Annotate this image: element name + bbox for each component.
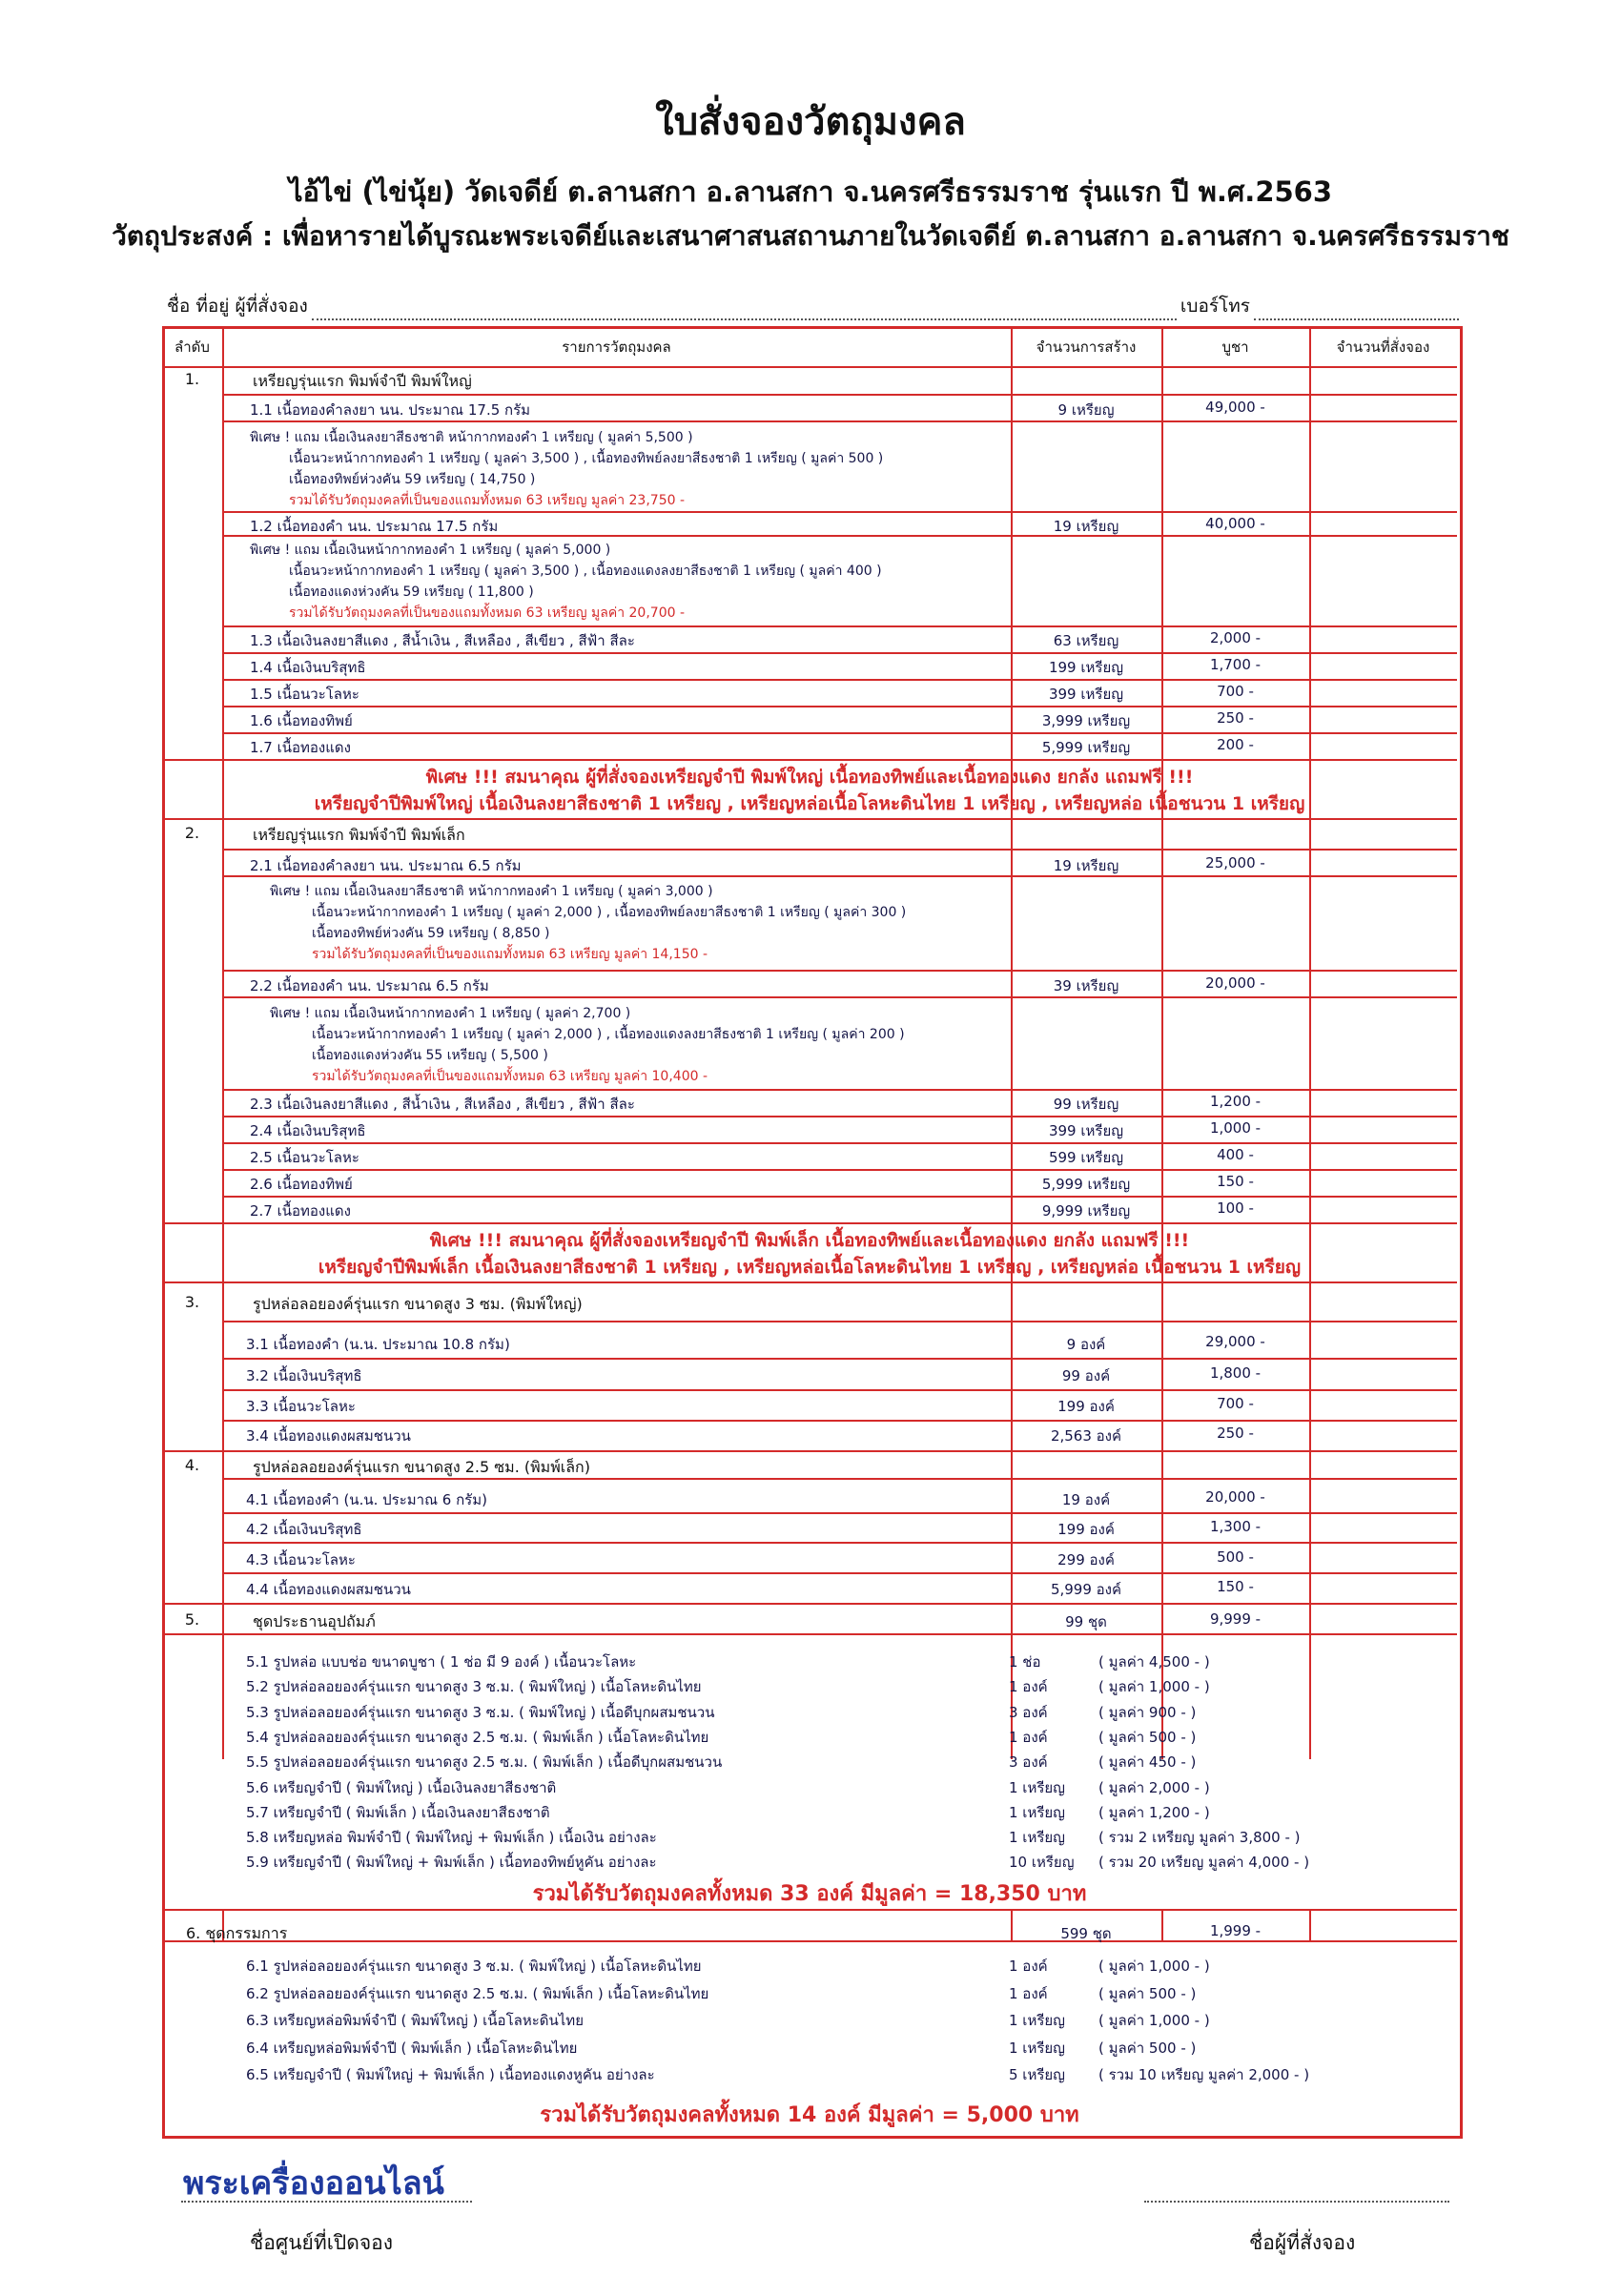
set-item-value: ( มูลค่า 500 - ) (1098, 1728, 1197, 1746)
item-quantity: 9,999 เหรียญ (1041, 1202, 1131, 1220)
bonus-line: พิเศษ ! แถม เนื้อเงินหน้ากากทองคำ 1 เหรียญ ( มูลค่า 5,000 ) (250, 543, 611, 558)
set-item-value: ( รวม 20 เหรียญ มูลค่า 4,000 - ) (1098, 1854, 1310, 1872)
row-rule (222, 652, 1457, 654)
item-price: 700 - (1217, 1395, 1254, 1412)
item-price: 200 - (1217, 736, 1254, 753)
bonus-total: รวมได้รับวัตถุมงคลที่เป็นของแถมทั้งหมด 63 เหรียญ มูลค่า 20,700 - (289, 605, 686, 621)
column-header: บูชา (1221, 338, 1249, 356)
row-rule (222, 625, 1457, 627)
promo-text: พิเศษ !!! สมนาคุณ ผู้ที่สั่งจองเหรียญจำปี พิมพ์เล็ก เนื้อทองทิพย์และเนื้อทองแดง ยกลัง แถมฟรี !!! (429, 1230, 1190, 1251)
item-price: 150 - (1217, 1578, 1254, 1595)
row-rule (222, 679, 1457, 681)
column-rule (1309, 1909, 1311, 1940)
set-total: รวมได้รับวัตถุมงคลทั้งหมด 33 องค์ มีมูลค่า = 18,350 บาท (532, 1882, 1087, 1906)
item-price: 250 - (1217, 1425, 1254, 1442)
bonus-line: พิเศษ ! แถม เนื้อเงินหน้ากากทองคำ 1 เหรียญ ( มูลค่า 2,700 ) (270, 1006, 631, 1021)
item-name: 1.5 เนื้อนวะโลหะ (250, 686, 359, 703)
item-name: 4.3 เนื้อนวะโลหะ (246, 1551, 356, 1568)
item-price: 1,000 - (1209, 1119, 1262, 1137)
item-price: 25,000 - (1205, 854, 1265, 871)
row-rule (222, 706, 1457, 707)
item-price: 1,700 - (1209, 656, 1262, 673)
row-rule (222, 1089, 1457, 1091)
promo-text: พิเศษ !!! สมนาคุณ ผู้ที่สั่งจองเหรียญจำปี พิมพ์ใหญ่ เนื้อทองทิพย์และเนื้อทองแดง ยกลัง แถมฟรี !!! (425, 767, 1194, 788)
item-price: 700 - (1217, 683, 1254, 700)
set-item-name: 5.1 รูปหล่อ แบบช่อ ขนาดบูชา ( 1 ช่อ มี 9 องค์ ) เนื้อนวะโลหะ (246, 1653, 637, 1671)
column-rule (1309, 326, 1311, 1759)
item-name: 3.2 เนื้อเงินบริสุทธิ (246, 1367, 362, 1384)
row-rule (222, 1142, 1457, 1144)
row-rule (222, 1420, 1457, 1422)
item-name: 1.3 เนื้อเงินลงยาสีแดง , สีน้ำเงิน , สีเหลือง , สีเขียว , สีฟ้า สีละ (250, 632, 635, 649)
section-number: 4. (184, 1456, 200, 1474)
set-item-value: ( รวม 10 เหรียญ มูลค่า 2,000 - ) (1098, 2066, 1310, 2083)
column-header: ลำดับ (174, 338, 210, 356)
item-name: 4.1 เนื้อทองคำ (น.น. ประมาณ 6 กรัม) (246, 1491, 487, 1508)
item-quantity: 5,999 องค์ (1050, 1581, 1122, 1598)
item-price: 250 - (1217, 709, 1254, 727)
phone-field[interactable] (1254, 303, 1459, 320)
item-quantity: 9 องค์ (1066, 1336, 1106, 1353)
row-rule (222, 1512, 1457, 1514)
section-number: 3. (184, 1293, 200, 1311)
item-price: 2,000 - (1209, 629, 1262, 646)
set-item-name: 5.6 เหรียญจำปี ( พิมพ์ใหญ่ ) เนื้อเงินลงยาสีธงชาติ (246, 1778, 557, 1796)
set-item-quantity: 10 เหรียญ (1009, 1854, 1075, 1872)
item-price: 40,000 - (1205, 515, 1265, 532)
row-rule (162, 1603, 1457, 1605)
item-quantity: 199 เหรียญ (1048, 659, 1124, 676)
item-quantity: 99 องค์ (1061, 1367, 1111, 1384)
set-item-quantity: 1 องค์ (1009, 1678, 1048, 1696)
bonus-line: เนื้อทองแดงห่วงคัน 59 เหรียญ ( 11,800 ) (289, 584, 534, 600)
row-rule (222, 1321, 1457, 1322)
row-rule (162, 366, 1457, 368)
item-name: 2.6 เนื้อทองทิพย์ (250, 1176, 353, 1193)
section-title: เหรียญรุ่นแรก พิมพ์จำปี พิมพ์ใหญ่ (253, 372, 472, 390)
section-title: 6. ชุดกรรมการ (186, 1924, 288, 1942)
set-item-quantity: 1 เหรียญ (1009, 1803, 1065, 1821)
item-name: 1.1 เนื้อทองคำลงยา นน. ประมาณ 17.5 กรัม (250, 401, 531, 419)
item-price: 49,000 - (1205, 399, 1265, 416)
row-rule (222, 394, 1457, 396)
orderer-name-label: ชื่อผู้ที่สั่งจอง (1249, 2231, 1356, 2254)
bonus-line: เนื้อทองทิพย์ห่วงคัน 59 เหรียญ ( 14,750 ) (289, 472, 536, 487)
bonus-total: รวมได้รับวัตถุมงคลที่เป็นของแถมทั้งหมด 63 เหรียญ มูลค่า 23,750 - (289, 493, 686, 508)
bonus-line: เนื้อนวะหน้ากากทองคำ 1 เหรียญ ( มูลค่า 3,500 ) , เนื้อทองทิพย์ลงยาสีธงชาติ 1 เหรียญ ( มูลค่า 500 ) (289, 451, 884, 466)
set-item-quantity: 1 เหรียญ (1009, 1829, 1065, 1847)
set-item-name: 6.5 เหรียญจำปี ( พิมพ์ใหญ่ + พิมพ์เล็ก ) เนื้อทองแดงหูคัน อย่างละ (246, 2066, 655, 2083)
section-title: รูปหล่อลอยองค์รุ่นแรก ขนาดสูง 2.5 ซม. (พิมพ์เล็ก) (253, 1458, 590, 1476)
center-name-label: ชื่อศูนย์ที่เปิดจอง (250, 2231, 394, 2254)
row-rule (162, 1281, 1457, 1283)
set-item-name: 5.7 เหรียญจำปี ( พิมพ์เล็ก ) เนื้อเงินลงยาสีธงชาติ (246, 1803, 550, 1821)
item-name: 3.1 เนื้อทองคำ (น.น. ประมาณ 10.8 กรัม) (246, 1336, 510, 1353)
column-header: จำนวนการสร้าง (1036, 338, 1137, 356)
row-rule (222, 1358, 1457, 1360)
promo-text: เหรียญจำปีพิมพ์เล็ก เนื้อเงินลงยาสีธงชาติ 1 เหรียญ , เหรียญหล่อเนื้อโลหะดินไทย 1 เหรียญ , เหรียญหล่อ เนื้อชนวน 1 เหรียญ (318, 1257, 1302, 1278)
item-name: 3.4 เนื้อทองแดงผสมชนวน (246, 1427, 411, 1445)
set-item-value: ( มูลค่า 450 - ) (1098, 1753, 1197, 1772)
item-price: 29,000 - (1205, 1333, 1265, 1350)
set-item-quantity: 1 องค์ (1009, 1984, 1048, 2002)
set-item-name: 6.1 รูปหล่อลอยองค์รุ่นแรก ขนาดสูง 3 ซ.ม. ( พิมพ์ใหญ่ ) เนื้อโลหะดินไทย (246, 1958, 702, 1975)
item-quantity: 5,999 เหรียญ (1041, 739, 1131, 756)
set-item-name: 5.5 รูปหล่อลอยองค์รุ่นแรก ขนาดสูง 2.5 ซ.ม. ( พิมพ์เล็ก ) เนื้อดีบุกผสมชนวน (246, 1753, 723, 1772)
bonus-line: เนื้อนวะหน้ากากทองคำ 1 เหรียญ ( มูลค่า 2,000 ) , เนื้อทองแดงลงยาสีธงชาติ 1 เหรียญ ( มูลค่า 200 ) (312, 1027, 905, 1042)
item-name: 2.5 เนื้อนวะโลหะ (250, 1149, 359, 1166)
row-rule (222, 1542, 1457, 1544)
name-label: ชื่อ ที่อยู่ ผู้ที่สั่งจอง (167, 296, 308, 317)
set-item-quantity: 1 องค์ (1009, 1728, 1048, 1746)
column-rule (222, 326, 224, 1759)
row-rule (162, 1222, 1457, 1224)
item-quantity: 399 เหรียญ (1048, 1122, 1124, 1139)
item-quantity: 199 องค์ (1057, 1398, 1115, 1415)
item-price: 1,200 - (1209, 1093, 1262, 1110)
item-quantity: 39 เหรียญ (1053, 977, 1119, 994)
set-item-value: ( รวม 2 เหรียญ มูลค่า 3,800 - ) (1098, 1829, 1301, 1847)
item-name: 2.7 เนื้อทองแดง (250, 1202, 351, 1220)
row-rule (222, 849, 1457, 851)
set-item-quantity: 3 องค์ (1009, 1753, 1048, 1772)
page-title: ใบสั่งจองวัตถุมงคล (655, 100, 966, 144)
item-quantity: 9 เหรียญ (1057, 401, 1115, 419)
item-name: 2.4 เนื้อเงินบริสุทธิ (250, 1122, 366, 1139)
set-item-name: 6.2 รูปหล่อลอยองค์รุ่นแรก ขนาดสูง 2.5 ซ.ม. ( พิมพ์เล็ก ) เนื้อโลหะดินไทย (246, 1984, 709, 2002)
name-address-line (167, 292, 1459, 320)
section-title: รูปหล่อลอยองค์รุ่นแรก ขนาดสูง 3 ซม. (พิมพ์ใหญ่) (253, 1295, 583, 1313)
set-item-quantity: 1 องค์ (1009, 1958, 1048, 1975)
set-item-quantity: 3 องค์ (1009, 1703, 1048, 1721)
section-title: เหรียญรุ่นแรก พิมพ์จำปี พิมพ์เล็ก (253, 826, 465, 844)
page-subtitle: ไอ้ไข่ (ไข่นุ้ย) วัดเจดีย์ ต.ลานสกา อ.ลานสกา จ.นครศรีธรรมราช รุ่นแรก ปี พ.ศ.2563 (288, 175, 1333, 208)
orderer-name-line[interactable] (1144, 2199, 1449, 2203)
bonus-total: รวมได้รับวัตถุมงคลที่เป็นของแถมทั้งหมด 63 เหรียญ มูลค่า 10,400 - (312, 1069, 708, 1084)
item-name: 1.7 เนื้อทองแดง (250, 739, 351, 756)
purpose-text: วัตถุประสงค์ : เพื่อหารายได้บูรณะพระเจดีย์และเสนาศาสนสถานภายในวัดเจดีย์ ต.ลานสกา อ.ลานสกา จ.นครศรีธรรมราช (112, 220, 1509, 252)
set-item-name: 5.2 รูปหล่อลอยองค์รุ่นแรก ขนาดสูง 3 ซ.ม. ( พิมพ์ใหญ่ ) เนื้อโลหะดินไทย (246, 1678, 702, 1696)
item-quantity: 99 เหรียญ (1053, 1096, 1119, 1113)
row-rule (222, 1389, 1457, 1391)
bonus-line: เนื้อทองทิพย์ห่วงคัน 59 เหรียญ ( 8,850 ) (312, 926, 550, 941)
item-quantity: 599 เหรียญ (1048, 1149, 1124, 1166)
row-rule (222, 1169, 1457, 1171)
row-rule (222, 511, 1457, 513)
item-name: 4.4 เนื้อทองแดงผสมชนวน (246, 1581, 411, 1598)
set-item-value: ( มูลค่า 900 - ) (1098, 1703, 1197, 1721)
row-rule (222, 970, 1457, 972)
item-name: 2.3 เนื้อเงินลงยาสีแดง , สีน้ำเงิน , สีเหลือง , สีเขียว , สีฟ้า สีละ (250, 1096, 635, 1113)
item-name: 2.1 เนื้อทองคำลงยา นน. ประมาณ 6.5 กรัม (250, 857, 522, 874)
set-quantity: 99 ชุด (1065, 1613, 1107, 1630)
name-address-field[interactable] (312, 303, 1177, 320)
item-price: 400 - (1217, 1146, 1254, 1163)
item-quantity: 5,999 เหรียญ (1041, 1176, 1131, 1193)
item-name: 1.2 เนื้อทองคำ นน. ประมาณ 17.5 กรัม (250, 518, 499, 535)
set-price: 9,999 - (1209, 1610, 1262, 1628)
set-item-value: ( มูลค่า 1,200 - ) (1098, 1803, 1210, 1821)
column-header: รายการวัตถุมงคล (562, 338, 671, 356)
item-name: 2.2 เนื้อทองคำ นน. ประมาณ 6.5 กรัม (250, 977, 489, 994)
item-price: 100 - (1217, 1199, 1254, 1217)
set-item-value: ( มูลค่า 1,000 - ) (1098, 1958, 1210, 1975)
set-item-value: ( มูลค่า 500 - ) (1098, 1984, 1197, 2002)
item-quantity: 3,999 เหรียญ (1041, 712, 1131, 729)
section-number: 5. (184, 1610, 200, 1629)
item-name: 3.3 เนื้อนวะโลหะ (246, 1398, 356, 1415)
row-rule (222, 1116, 1457, 1117)
bonus-line: พิเศษ ! แถม เนื้อเงินลงยาสีธงชาติ หน้ากากทองคำ 1 เหรียญ ( มูลค่า 3,000 ) (270, 884, 713, 899)
bonus-line: เนื้อนวะหน้ากากทองคำ 1 เหรียญ ( มูลค่า 2,000 ) , เนื้อทองทิพย์ลงยาสีธงชาติ 1 เหรียญ ( มูลค่า 300 ) (312, 905, 907, 920)
item-name: 4.2 เนื้อเงินบริสุทธิ (246, 1521, 362, 1538)
item-quantity: 199 องค์ (1057, 1521, 1115, 1538)
column-rule (1011, 326, 1013, 1759)
bonus-total: รวมได้รับวัตถุมงคลที่เป็นของแถมทั้งหมด 63 เหรียญ มูลค่า 14,150 - (312, 947, 708, 962)
item-price: 20,000 - (1205, 974, 1265, 992)
set-item-quantity: 5 เหรียญ (1009, 2066, 1065, 2083)
set-item-value: ( มูลค่า 1,000 - ) (1098, 1678, 1210, 1696)
section-number: 1. (184, 370, 200, 388)
item-price: 1,300 - (1209, 1518, 1262, 1535)
set-quantity: 599 ชุด (1060, 1925, 1112, 1942)
set-item-quantity: 1 เหรียญ (1009, 2012, 1065, 2029)
set-item-quantity: 1 เหรียญ (1009, 2039, 1065, 2057)
set-item-name: 5.3 รูปหล่อลอยองค์รุ่นแรก ขนาดสูง 3 ซ.ม. ( พิมพ์ใหญ่ ) เนื้อดีบุกผสมชนวน (246, 1703, 715, 1721)
set-item-value: ( มูลค่า 500 - ) (1098, 2039, 1197, 2057)
set-item-quantity: 1 เหรียญ (1009, 1778, 1065, 1796)
set-item-name: 5.9 เหรียญจำปี ( พิมพ์ใหญ่ + พิมพ์เล็ก ) เนื้อทองทิพย์หูคัน อย่างละ (246, 1854, 657, 1872)
row-rule (162, 759, 1457, 761)
item-quantity: 19 เหรียญ (1053, 518, 1119, 535)
item-quantity: 299 องค์ (1057, 1551, 1115, 1568)
brand-logo: พระเครื่องออนไลน์ (183, 2164, 444, 2203)
set-item-name: 5.4 รูปหล่อลอยองค์รุ่นแรก ขนาดสูง 2.5 ซ.ม. ( พิมพ์เล็ก ) เนื้อโลหะดินไทย (246, 1728, 709, 1746)
row-rule (162, 1940, 1457, 1942)
set-item-name: 6.4 เหรียญหล่อพิมพ์จำปี ( พิมพ์เล็ก ) เนื้อโลหะดินไทย (246, 2039, 578, 2057)
phone-label: เบอร์โทร (1180, 296, 1250, 317)
item-quantity: 399 เหรียญ (1048, 686, 1124, 703)
set-item-value: ( มูลค่า 1,000 - ) (1098, 2012, 1210, 2029)
row-rule (162, 1450, 1457, 1452)
bonus-line: เนื้อทองแดงห่วงคัน 55 เหรียญ ( 5,500 ) (312, 1048, 548, 1063)
item-price: 500 - (1217, 1548, 1254, 1566)
section-title: ชุดประธานอุปถัมภ์ (253, 1612, 376, 1630)
set-item-value: ( มูลค่า 4,500 - ) (1098, 1653, 1210, 1671)
row-rule (222, 1572, 1457, 1574)
item-quantity: 19 เหรียญ (1053, 857, 1119, 874)
item-quantity: 2,563 องค์ (1050, 1427, 1122, 1445)
row-rule (222, 732, 1457, 734)
item-price: 150 - (1217, 1173, 1254, 1190)
column-header: จำนวนที่สั่งจอง (1336, 338, 1430, 356)
set-item-value: ( มูลค่า 2,000 - ) (1098, 1778, 1210, 1796)
center-name-line[interactable] (181, 2199, 472, 2203)
set-item-name: 6.3 เหรียญหล่อพิมพ์จำปี ( พิมพ์ใหญ่ ) เนื้อโลหะดินไทย (246, 2012, 584, 2029)
row-rule (162, 818, 1457, 820)
set-item-name: 5.8 เหรียญหล่อ พิมพ์จำปี ( พิมพ์ใหญ่ + พิมพ์เล็ก ) เนื้อเงิน อย่างละ (246, 1829, 657, 1847)
item-quantity: 63 เหรียญ (1053, 632, 1119, 649)
set-price: 1,999 - (1209, 1922, 1262, 1939)
item-name: 1.6 เนื้อทองทิพย์ (250, 712, 353, 729)
item-price: 20,000 - (1205, 1488, 1265, 1506)
set-item-quantity: 1 ช่อ (1009, 1653, 1041, 1671)
item-price: 1,800 - (1209, 1364, 1262, 1382)
item-name: 1.4 เนื้อเงินบริสุทธิ (250, 659, 366, 676)
bonus-line: เนื้อนวะหน้ากากทองคำ 1 เหรียญ ( มูลค่า 3,500 ) , เนื้อทองแดงลงยาสีธงชาติ 1 เหรียญ ( มูลค่า 400 ) (289, 564, 882, 579)
section-number: 2. (184, 824, 200, 842)
promo-text: เหรียญจำปีพิมพ์ใหญ่ เนื้อเงินลงยาสีธงชาติ 1 เหรียญ , เหรียญหล่อเนื้อโลหะดินไทย 1 เหรียญ , เหรียญหล่อ เนื้อชนวน 1 เหรียญ (314, 793, 1305, 814)
row-rule (222, 1196, 1457, 1198)
item-quantity: 19 องค์ (1061, 1491, 1111, 1508)
set-total: รวมได้รับวัตถุมงคลทั้งหมด 14 องค์ มีมูลค่า = 5,000 บาท (540, 2103, 1079, 2127)
bonus-line: พิเศษ ! แถม เนื้อเงินลงยาสีธงชาติ หน้ากากทองคำ 1 เหรียญ ( มูลค่า 5,500 ) (250, 430, 693, 445)
